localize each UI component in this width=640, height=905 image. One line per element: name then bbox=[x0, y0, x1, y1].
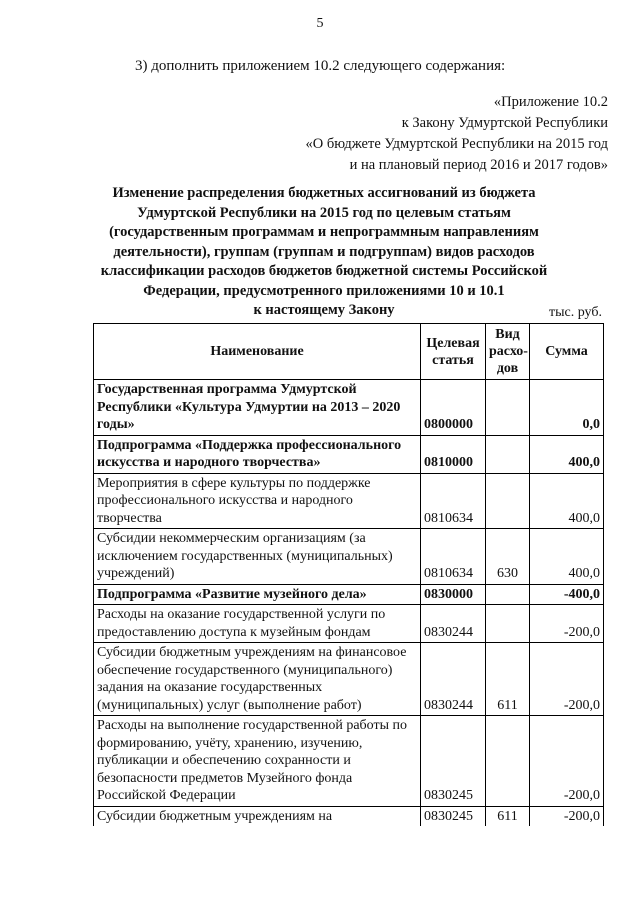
cell-sum: 0,0 bbox=[530, 380, 604, 436]
cell-kind bbox=[486, 716, 530, 807]
cell-code: 0810000 bbox=[421, 435, 486, 473]
cell-code: 0810634 bbox=[421, 473, 486, 529]
title-line: Федерации, предусмотренного приложениями 10 и 10.1 bbox=[143, 282, 505, 299]
budget-table bbox=[93, 323, 604, 826]
appendix-line: «О бюджете Удмуртской Республики на 2015 год bbox=[305, 136, 608, 152]
cell-name: Субсидии некоммерческим организациям (за исключением государственных (муниципальных) учреждений) bbox=[94, 529, 421, 585]
appendix-line: к Закону Удмуртской Республики bbox=[401, 115, 608, 131]
page-number: 5 bbox=[316, 16, 324, 31]
cell-sum: -200,0 bbox=[530, 716, 604, 807]
title-line: Удмуртской Республики на 2015 год по целевым статьям bbox=[137, 204, 511, 221]
unit-label: тыс. руб. bbox=[549, 305, 602, 320]
cell-name: Подпрограмма «Развитие музейного дела» bbox=[94, 584, 421, 605]
cell-code: 0830244 bbox=[421, 643, 486, 716]
cell-kind: 630 bbox=[486, 529, 530, 585]
table-row bbox=[94, 380, 604, 436]
cell-name: Субсидии бюджетным учреждениям на финансовое обеспечение государственного (муниципального) задания на оказание государственных (муниципальных) услуг (выполнение работ) bbox=[94, 643, 421, 716]
intro-paragraph: 3) дополнить приложением 10.2 следующего содержания: bbox=[135, 58, 506, 74]
appendix-line: «Приложение 10.2 bbox=[493, 94, 608, 110]
cell-name: Расходы на выполнение государственной работы по формированию, учёту, хранению, изучению, публикации и обеспечению сохранности и безопасности предметов Музейного фонда Российской Федерации bbox=[94, 716, 421, 807]
cell-kind bbox=[486, 435, 530, 473]
table-row bbox=[94, 529, 604, 585]
cell-kind: 611 bbox=[486, 806, 530, 826]
cell-kind bbox=[486, 584, 530, 605]
table-row bbox=[94, 473, 604, 529]
cell-kind bbox=[486, 380, 530, 436]
cell-name: Государственная программа Удмуртской Республики «Культура Удмуртии на 2013 – 2020 годы» bbox=[94, 380, 421, 436]
appendix-header bbox=[306, 92, 608, 176]
cell-code: 0830244 bbox=[421, 605, 486, 643]
header-name: Наименование bbox=[94, 324, 421, 380]
table-row bbox=[94, 584, 604, 605]
appendix-line: и на плановый период 2016 и 2017 годов» bbox=[349, 157, 608, 173]
cell-code: 0830245 bbox=[421, 716, 486, 807]
table-row bbox=[94, 806, 604, 826]
cell-sum: -200,0 bbox=[530, 806, 604, 826]
document-title bbox=[96, 184, 552, 321]
cell-kind bbox=[486, 473, 530, 529]
cell-code: 0830000 bbox=[421, 584, 486, 605]
header-kind: Вид расхо-дов bbox=[486, 324, 530, 380]
title-line: Изменение распределения бюджетных ассигнований из бюджета bbox=[112, 185, 536, 201]
table-row bbox=[94, 435, 604, 473]
cell-name: Расходы на оказание государственной услуги по предоставлению доступа к музейным фондам bbox=[94, 605, 421, 643]
cell-sum: -400,0 bbox=[530, 584, 604, 605]
cell-code: 0800000 bbox=[421, 380, 486, 436]
cell-code: 0810634 bbox=[421, 529, 486, 585]
table-header-row bbox=[94, 324, 604, 380]
cell-kind: 611 bbox=[486, 643, 530, 716]
title-line: к настоящему Закону bbox=[253, 302, 395, 318]
cell-name: Субсидии бюджетным учреждениям на bbox=[94, 806, 421, 826]
cell-name: Мероприятия в сфере культуры по поддержке профессионального искусства и народного творчества bbox=[94, 473, 421, 529]
header-code: Целевая статья bbox=[421, 324, 486, 380]
cell-sum: 400,0 bbox=[530, 529, 604, 585]
header-sum: Сумма bbox=[530, 324, 604, 380]
title-line: деятельности), группам (группам и подгруппам) видов расходов bbox=[113, 243, 535, 260]
cell-sum: 400,0 bbox=[530, 435, 604, 473]
cell-code: 0830245 bbox=[421, 806, 486, 826]
table-row bbox=[94, 643, 604, 716]
cell-sum: -200,0 bbox=[530, 643, 604, 716]
cell-name: Подпрограмма «Поддержка профессионального искусства и народного творчества» bbox=[94, 435, 421, 473]
table-row bbox=[94, 716, 604, 807]
title-line: классификации расходов бюджетов бюджетной системы Российской bbox=[100, 263, 548, 279]
table-row bbox=[94, 605, 604, 643]
cell-kind bbox=[486, 605, 530, 643]
cell-sum: 400,0 bbox=[530, 473, 604, 529]
title-line: (государственным программам и непрограммным направлениям bbox=[109, 224, 539, 240]
cell-sum: -200,0 bbox=[530, 605, 604, 643]
